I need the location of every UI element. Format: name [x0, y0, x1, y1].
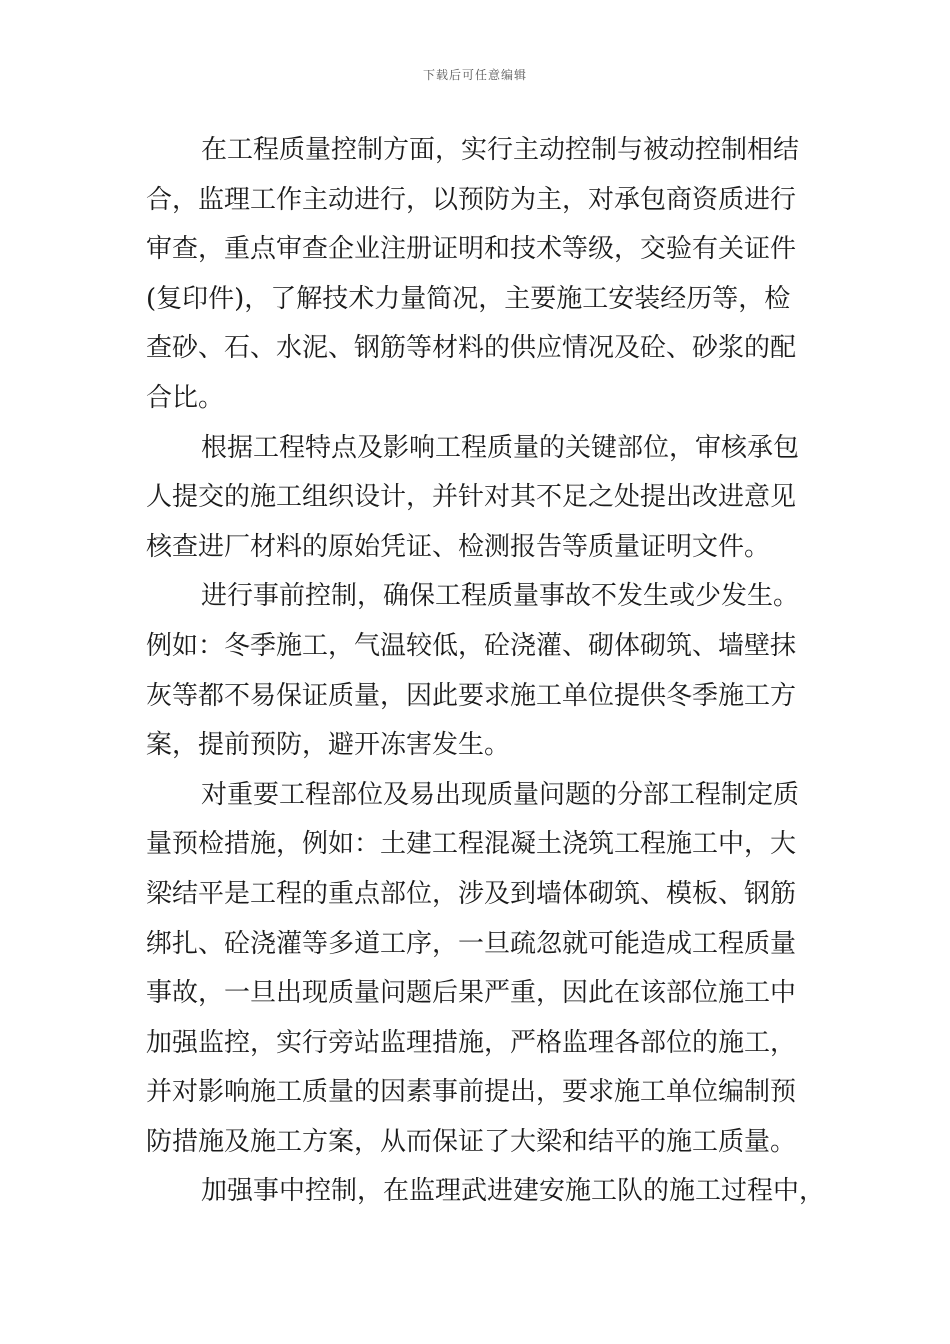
text-line: 防措施及施工方案，从而保证了大梁和结平的施工质量。 [146, 1126, 797, 1157]
text-line: 对重要工程部位及易出现质量问题的分部工程制定质 [201, 779, 800, 810]
text-line: 事故，一旦出现质量问题后果严重，因此在该部位施工中 [146, 978, 797, 1009]
paragraph [146, 771, 816, 1168]
text-line: 案，提前预防，避开冻害发生。 [146, 730, 511, 761]
text-line: 灰等都不易保证质量，因此要求施工单位提供冬季施工方 [146, 680, 797, 711]
text-line: 根据工程特点及影响工程质量的关键部位，审核承包 [201, 432, 800, 463]
text-line: 进行事前控制，确保工程质量事故不发生或少发生。 [201, 581, 800, 612]
paragraph [146, 1167, 826, 1217]
paragraph [146, 572, 816, 770]
text-line: (复印件)，了解技术力量简况，主要施工安装经历等，检 [146, 283, 791, 314]
paragraph [146, 126, 816, 424]
text-line: 查砂、石、水泥、钢筋等材料的供应情况及砼、砂浆的配 [146, 333, 797, 364]
page-header: 下载后可任意编辑 [422, 68, 527, 82]
text-line: 梁结平是工程的重点部位，涉及到墙体砌筑、模板、钢筋 [146, 878, 797, 909]
text-line: 合，监理工作主动进行，以预防为主，对承包商资质进行 [146, 184, 797, 215]
text-line: 并对影响施工质量的因素事前提出，要求施工单位编制预 [146, 1077, 797, 1108]
text-line: 例如：冬季施工，气温较低，砼浇灌、砌体砌筑、墙壁抹 [146, 630, 797, 661]
text-line: 加强事中控制，在监理武进建安施工队的施工过程中， [201, 1176, 826, 1207]
text-line: 审查，重点审查企业注册证明和技术等级，交验有关证件 [146, 234, 797, 265]
document-body [146, 126, 826, 1217]
text-line: 量预检措施，例如：土建工程混凝土浇筑工程施工中，大 [146, 829, 797, 860]
text-line: 加强监控，实行旁站监理措施，严格监理各部位的施工， [146, 1027, 797, 1058]
text-line: 人提交的施工组织设计，并针对其不足之处提出改进意见 [146, 482, 797, 513]
text-line: 绑扎、砼浇灌等多道工序，一旦疏忽就可能造成工程质量 [146, 928, 797, 959]
text-line: 核查进厂材料的原始凭证、检测报告等质量证明文件。 [146, 531, 771, 562]
text-line: 在工程质量控制方面，实行主动控制与被动控制相结 [201, 135, 800, 165]
text-line: 合比。 [146, 382, 225, 413]
paragraph [146, 424, 816, 573]
